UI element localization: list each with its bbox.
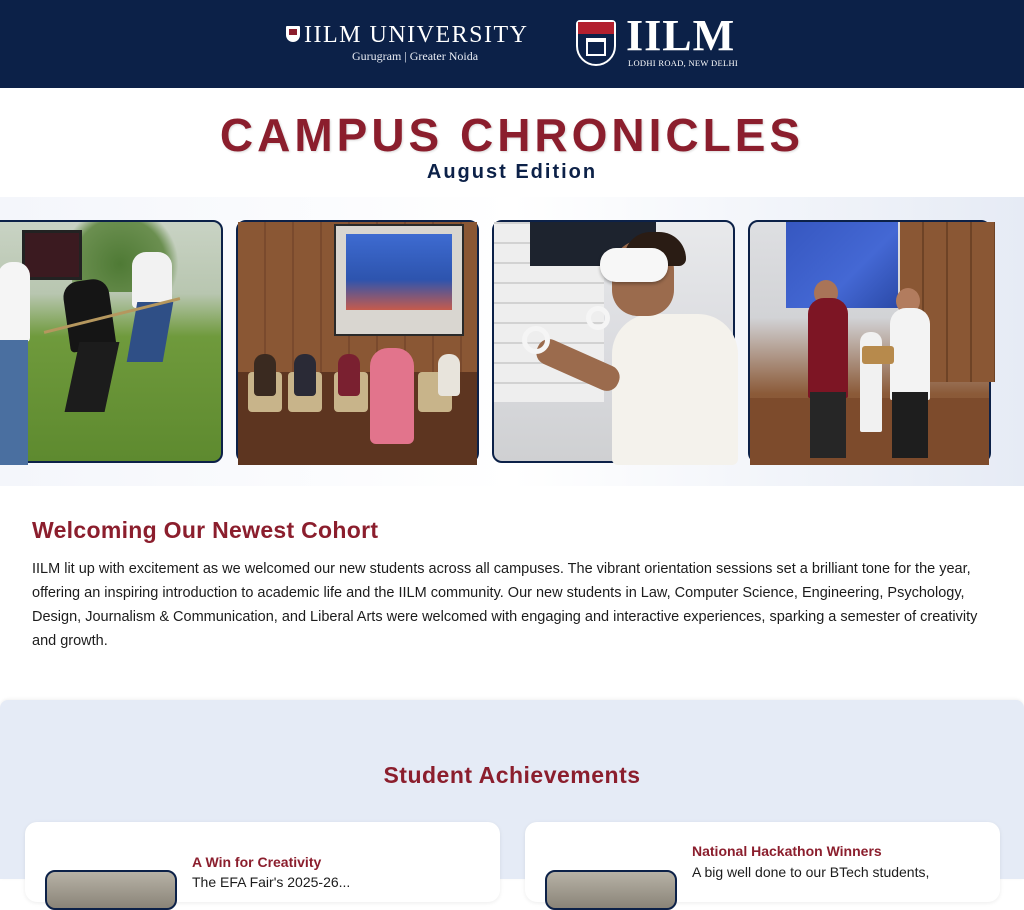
gallery-photo-vr-student[interactable]: [492, 220, 735, 463]
gallery-photo-panel-discussion[interactable]: [236, 220, 479, 463]
iilm-university-logo[interactable]: [284, 22, 556, 66]
shield-crest-icon: [576, 20, 616, 66]
iilm-location: LODHI ROAD, NEW DELHI: [628, 58, 739, 68]
achievement-card[interactable]: [25, 822, 500, 902]
welcome-body: IILM lit up with excitement as we welcomed our new students across all campuses. The vibrant orientation sessions set a brilliant tone for the year, offering an inspiring introduction to academic life and the IILM community. Our new students in Law, Computer Science, Engineering, Psychology, Design, Journalism & Communication, and Liberal Arts were welcomed with engaging and interactive experiences, sparking a semester of creativity and growth.: [32, 561, 978, 649]
edition-label: August Edition: [426, 161, 598, 183]
achievement-thumbnail: [45, 870, 177, 910]
university-campuses: Gurugram | Greater Noida: [352, 49, 479, 63]
header-bar: [0, 0, 1024, 88]
achievement-title: A Win for Creativity: [192, 854, 322, 870]
university-crest-icon: [286, 26, 300, 42]
university-name: IILM UNIVERSITY: [304, 22, 529, 48]
achievement-text: A big well done to our BTech students,: [692, 864, 930, 880]
gallery-photo-tug-of-war[interactable]: [0, 220, 223, 463]
achievement-title: National Hackathon Winners: [692, 843, 882, 859]
newsletter-title: CAMPUS CHRONICLES: [219, 109, 805, 161]
welcome-heading: Welcoming Our Newest Cohort: [32, 517, 379, 543]
photo-gallery: [0, 197, 1024, 486]
iilm-wordmark: IILM: [626, 11, 736, 60]
achievements-heading: Student Achievements: [383, 762, 641, 788]
achievements-section: [0, 700, 1024, 890]
achievement-text: The EFA Fair's 2025-26...: [192, 874, 351, 890]
achievement-thumbnail: [545, 870, 677, 910]
achievement-card[interactable]: [525, 822, 1000, 902]
iilm-lodhi-road-logo[interactable]: [574, 11, 746, 70]
gallery-photo-award[interactable]: [748, 220, 991, 463]
